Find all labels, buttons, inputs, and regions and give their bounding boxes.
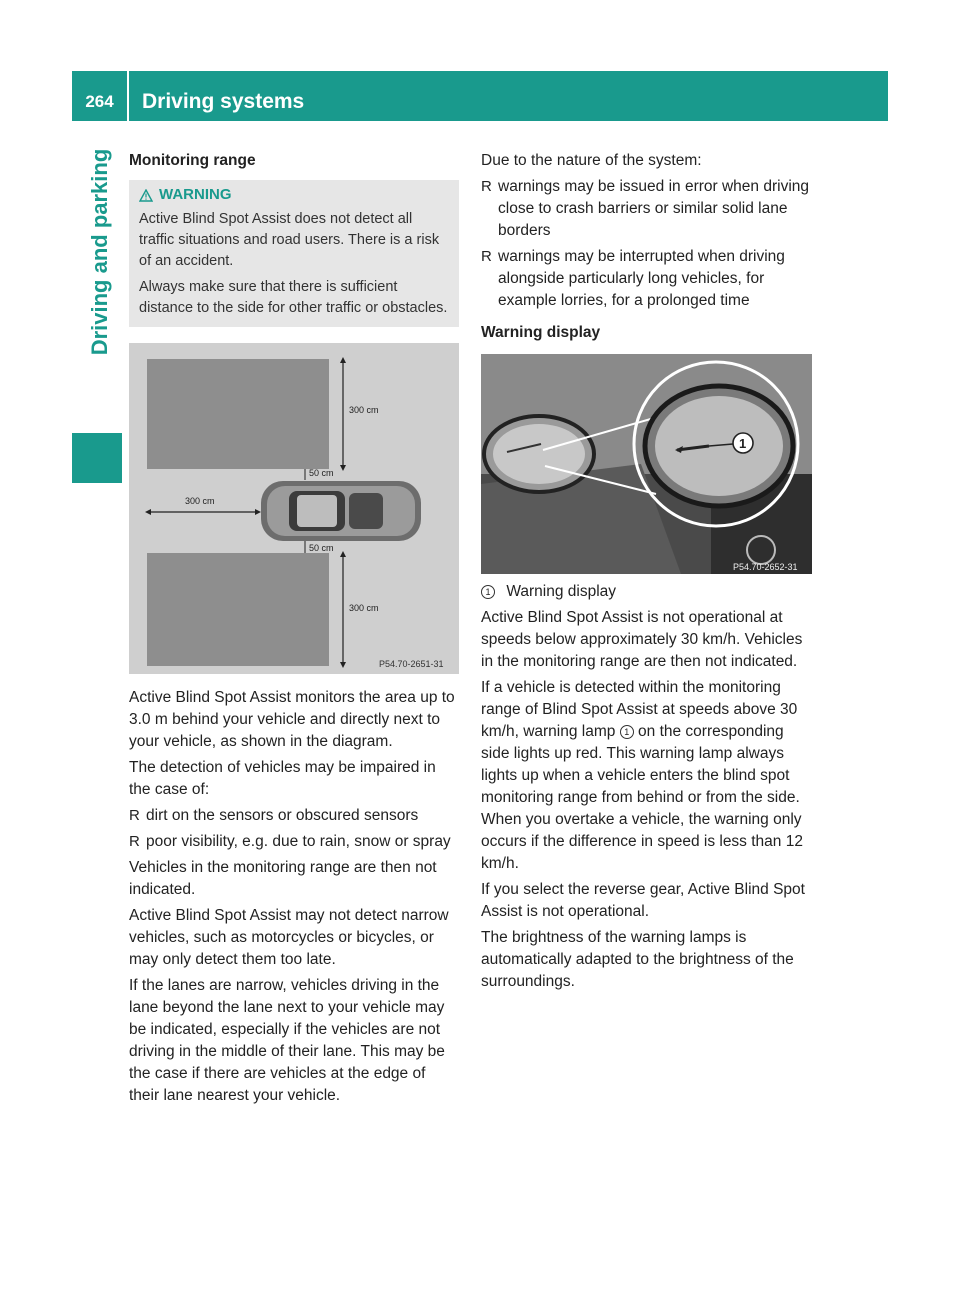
monitoring-range-diagram (129, 343, 459, 674)
list-item (129, 831, 459, 853)
left-paragraph-5: If the lanes are narrow, vehicles driving in the lane beyond the lane next to your vehicle may be indicated, especially if the vehicles are not driving in the middle of their lane. This may be the case if there are vehicles at the edge of their lane nearest your vehicle. (129, 977, 445, 1104)
right-intro: Due to the nature of the system: (481, 152, 702, 169)
list-item-text: dirt on the sensors or obscured sensors (146, 807, 419, 824)
bottom-zone (147, 553, 329, 666)
left-paragraph-2: The detection of vehicles may be impaired in the case of: (129, 759, 436, 798)
diagram-figure-code: P54.70-2651-31 (379, 659, 444, 669)
callout-symbol: 1 (481, 585, 495, 599)
car-topview-icon (261, 481, 421, 541)
warning-text-1: Active Blind Spot Assist does not detect all traffic situations and road users. There is a risk of an accident. (139, 211, 440, 269)
right-paragraph-2 (481, 677, 812, 875)
right-paragraph-2-b: on the corresponding side lights up red. This warning lamp always lights up when a vehicle enters the blind spot monitoring range from behind or from the side. When you overtake a vehicle, the warning only occurs if the difference in speed is less than 12 km/h. (481, 723, 803, 872)
warning-display-heading: Warning display (481, 324, 601, 341)
list-item-text: poor visibility, e.g. due to rain, snow or spray (146, 833, 451, 850)
right-paragraph-1: Active Blind Spot Assist is not operational at speeds below approximately 30 km/h. Vehicles in the monitoring range are then not indicated. (481, 609, 803, 670)
warning-header (139, 184, 449, 206)
section-title: Driving systems (142, 90, 305, 113)
warning-box (129, 180, 459, 327)
callout-symbol: 1 (620, 725, 634, 739)
monitoring-range-heading: Monitoring range (129, 152, 256, 169)
right-column (481, 150, 812, 997)
warning-display-photo (481, 354, 812, 574)
list-item (481, 176, 812, 242)
header-divider (127, 71, 129, 121)
photo-figure-code: P54.70-2652-31 (733, 562, 798, 572)
diagram-canvas (129, 343, 459, 674)
list-item-text: warnings may be interrupted when driving alongside particularly long vehicles, for example lorries, for a prolonged time (498, 248, 785, 309)
warning-title: WARNING (159, 186, 232, 203)
bullet-icon: R (129, 833, 140, 850)
side-tab-marker (72, 433, 122, 483)
bullet-icon: R (129, 807, 140, 824)
left-paragraph-3: Vehicles in the monitoring range are then not indicated. (129, 859, 437, 898)
label-50-bottom: 50 cm (309, 543, 334, 553)
label-300-bottom: 300 cm (349, 603, 379, 613)
right-paragraph-2-a: If a vehicle is detected within the monitoring range of Blind Spot Assist at speeds above 30 km/h, warning lamp (481, 679, 798, 740)
right-paragraph-3: If you select the reverse gear, Active Blind Spot Assist is not operational. (481, 881, 805, 920)
page-number: 264 (85, 92, 114, 111)
left-paragraph-1: Active Blind Spot Assist monitors the area up to 3.0 m behind your vehicle and directly next to your vehicle, as shown in the diagram. (129, 689, 455, 750)
label-300-top: 300 cm (349, 405, 379, 415)
callout-1-text: 1 (739, 436, 747, 451)
right-paragraph-4: The brightness of the warning lamps is automatically adapted to the brightness of the surroundings. (481, 929, 794, 990)
legend-text: Warning display (506, 583, 617, 600)
photo-canvas (481, 354, 812, 574)
side-tab-label: Driving and parking (87, 148, 112, 356)
bullet-icon: R (481, 178, 492, 195)
left-column (129, 150, 459, 1111)
warning-text-2: Always make sure that there is sufficient distance to the side for other traffic or obstacles. (139, 279, 448, 316)
label-50-top: 50 cm (309, 468, 334, 478)
warning-triangle-icon (139, 189, 153, 202)
top-zone (147, 359, 329, 469)
label-300-side: 300 cm (185, 496, 215, 506)
bullet-icon: R (481, 248, 492, 265)
list-item (481, 246, 812, 312)
list-item (129, 805, 459, 827)
list-item-text: warnings may be issued in error when driving close to crash barriers or similar solid lane borders (498, 178, 810, 239)
left-paragraph-4: Active Blind Spot Assist may not detect narrow vehicles, such as motorcycles or bicycles, or may only detect them too late. (129, 907, 449, 968)
page-header (72, 71, 888, 121)
legend-item (481, 581, 812, 603)
